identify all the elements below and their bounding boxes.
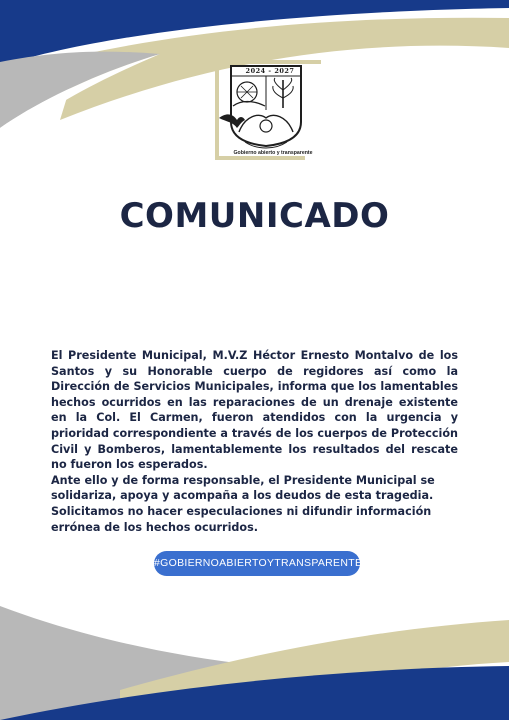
paragraph-3: Solicitamos no hacer especulaciones ni difundir información errónea de los hechos ocurridos.: [51, 504, 432, 534]
hashtag-badge: #GOBIERNOABIERTOYTRANSPARENTE: [154, 551, 360, 576]
paragraph-2: Ante ello y de forma responsable, el Presidente Municipal se solidariza, apoya y acompaña a los deudos de esta tragedia.: [51, 473, 435, 503]
municipal-seal-logo: [215, 60, 321, 164]
paragraph-1: El Presidente Municipal, M.V.Z Héctor Ernesto Montalvo de los Santos y su Honorable cuerpo de regidores así como la Dirección de Servicios Municipales, informa que los lamentables hechos ocurridos en las reparaciones de un drenaje existente en la Col. El Carmen, fueron atendidos con la urgencia y prioridad correspondiente a través de los cuerpos de Protección Civil y Bomberos, lamentablemente los resultados del rescate no fueron los esperados.: [51, 349, 458, 472]
page-title: COMUNICADO: [119, 196, 390, 236]
logo-years: 2024 - 2027: [245, 67, 295, 75]
logo-tagline: Gobierno abierto y transparente: [233, 150, 313, 156]
announcement-body: [51, 348, 458, 535]
